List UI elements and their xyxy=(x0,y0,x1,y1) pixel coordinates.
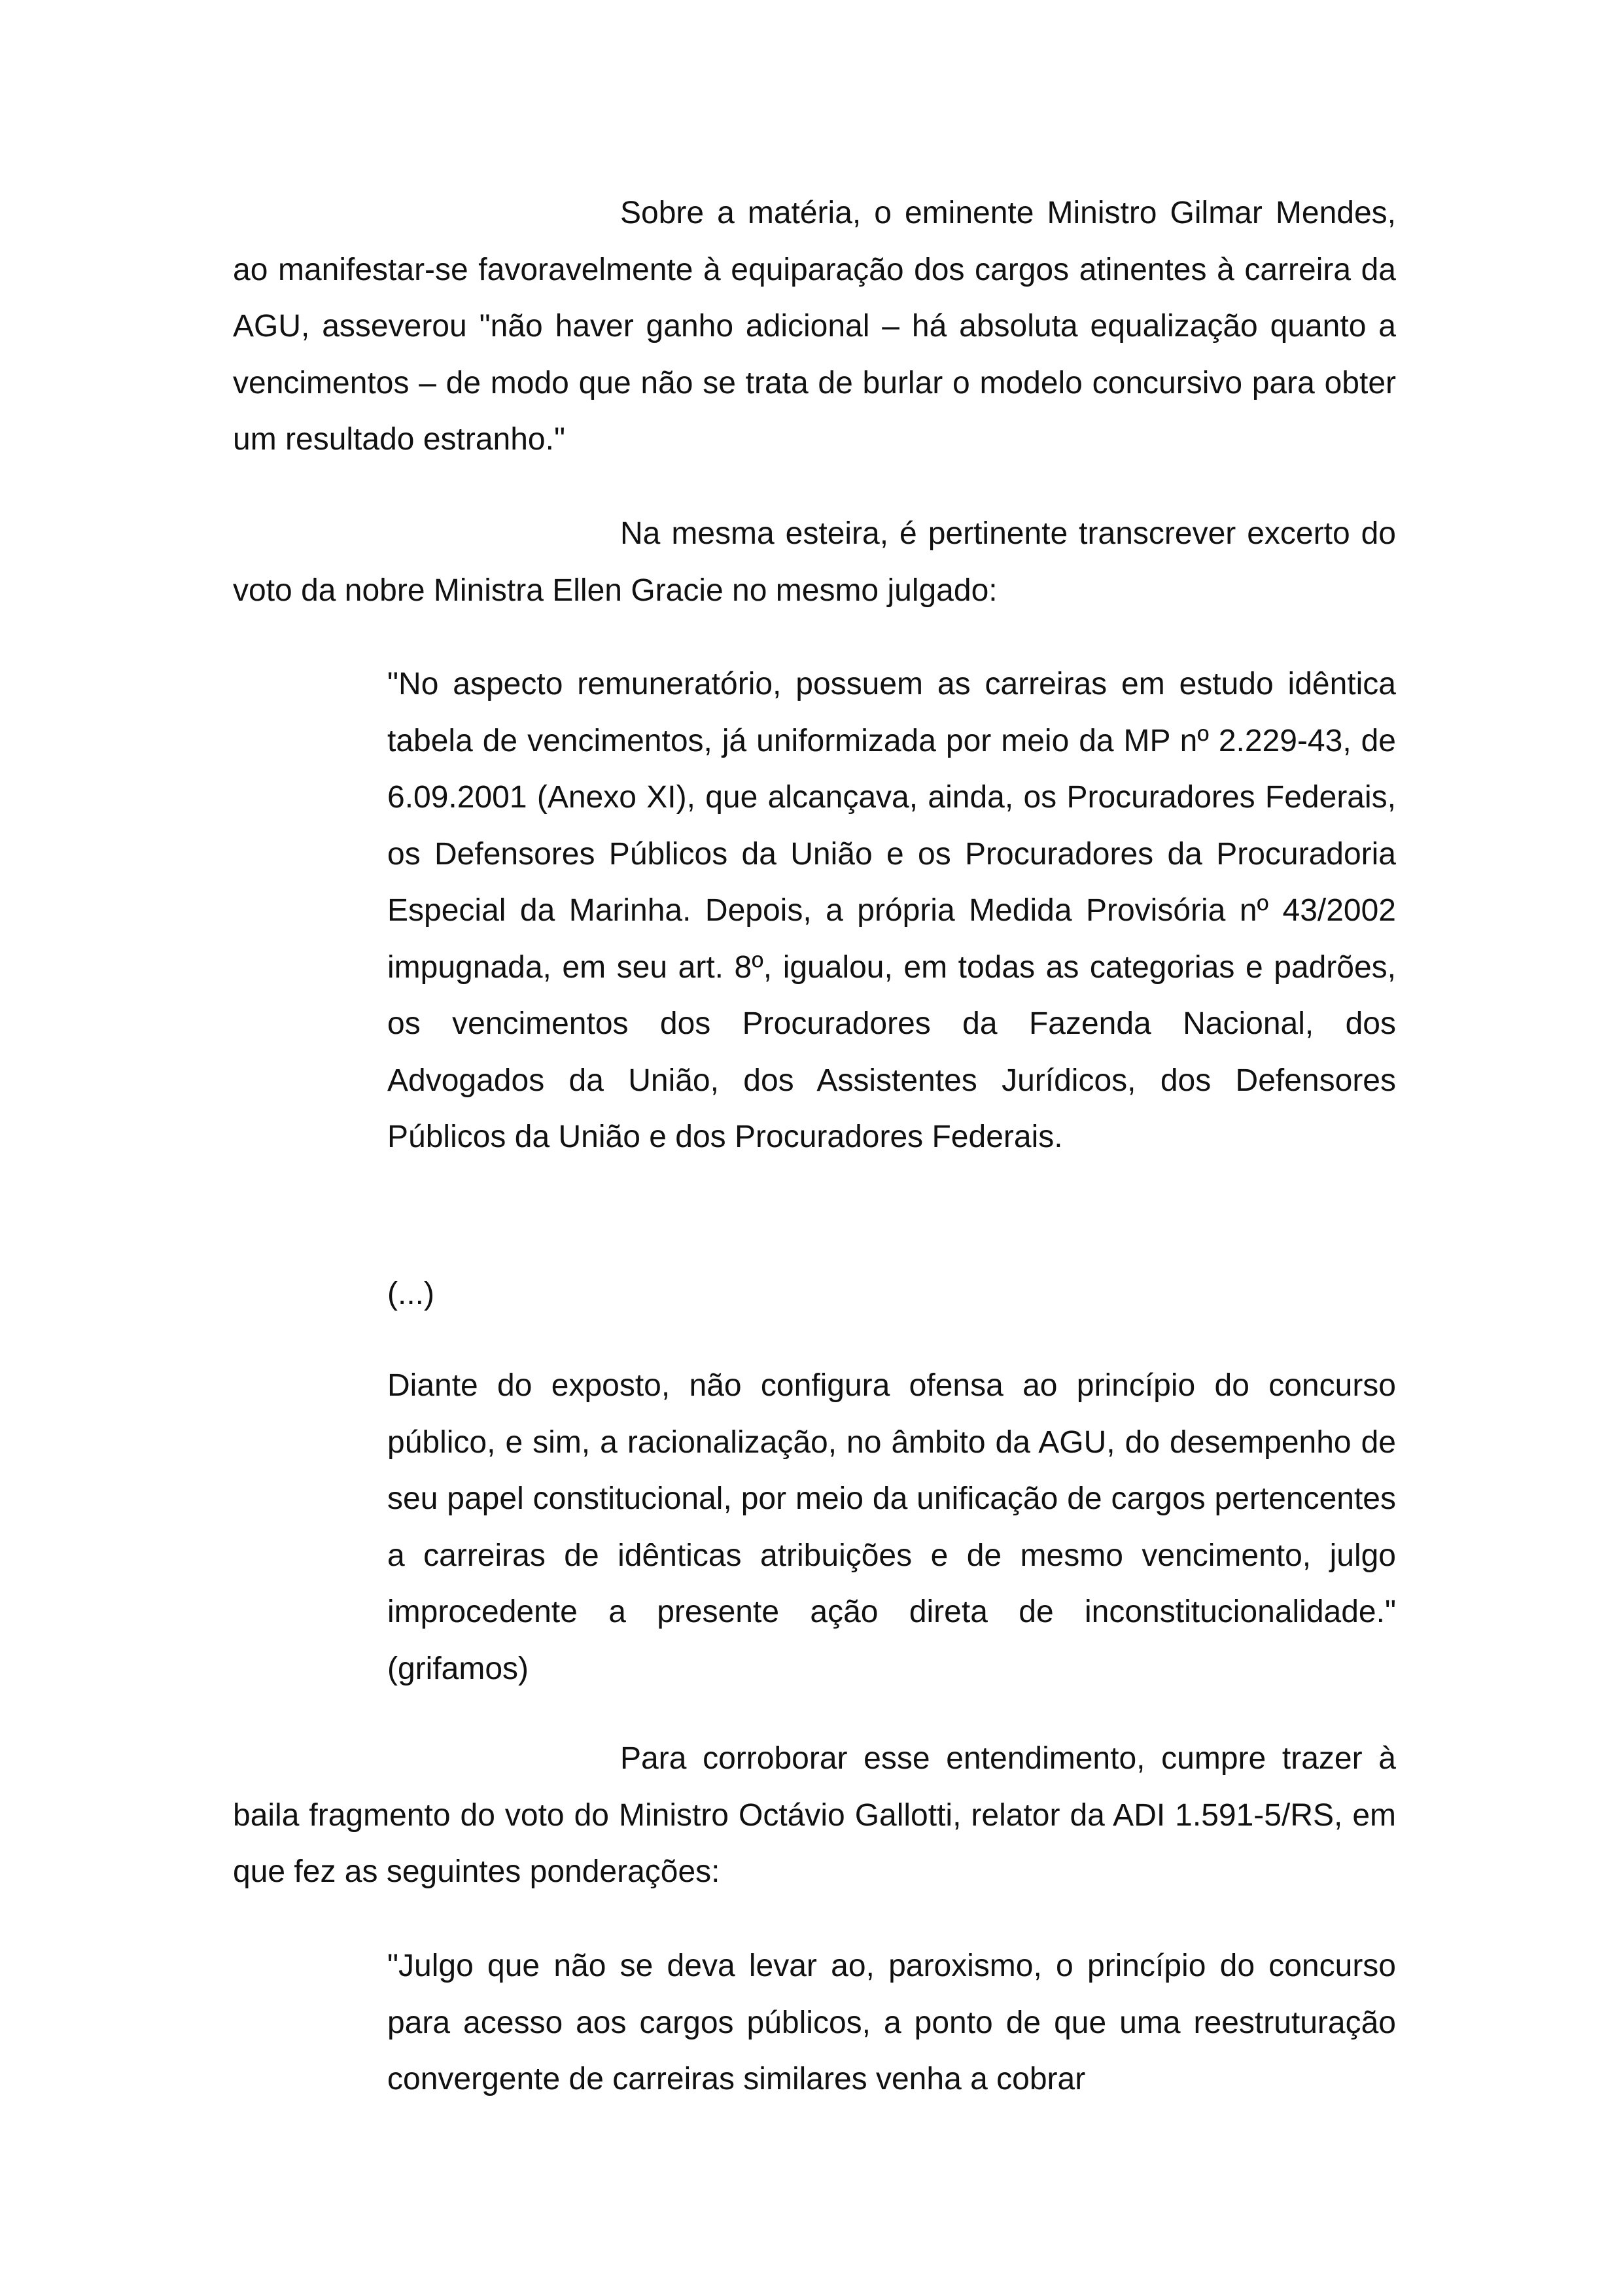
paragraph-octavio-gallotti-intro: Para corroborar esse entendimento, cumpre trazer à baila fragmento do voto do Ministro Octávio Gallotti, relator da ADI 1.591-5/RS, em que fez as seguintes ponderações: xyxy=(233,1741,1396,1889)
quote-ellipsis: (...) xyxy=(387,1277,434,1311)
quote-ellen-gracie-conclusion: Diante do exposto, não configura ofensa ao princípio do concurso público, e sim, a racionalização, no âmbito da AGU, do desempenho de seu papel constitucional, por meio da unificação de cargos pertencentes a carreiras de idênticas atribuições e de mesmo vencimento, julgo improcedente a presente ação direta de inconstitucionalidade." (grifamos) xyxy=(387,1368,1396,1686)
quote-ellen-gracie-remuneration: "No aspecto remuneratório, possuem as carreiras em estudo idêntica tabela de vencimentos, já uniformizada por meio da MP nº 2.229-43, de 6.09.2001 (Anexo XI), que alcançava, ainda, os Procuradores Federais, os Defensores Públicos da União e os Procuradores da Procuradoria Especial da Marinha. Depois, a própria Medida Provisória nº 43/2002 impugnada, em seu art. 8º, igualou, em todas as categorias e padrões, os vencimentos dos Procuradores da Fazenda Nacional, dos Advogados da União, dos Assistentes Jurídicos, dos Defensores Públicos da União e dos Procuradores Federais. xyxy=(387,667,1396,1154)
quote-octavio-gallotti: "Julgo que não se deva levar ao, paroxismo, o princípio do concurso para acesso aos cargos públicos, a ponto de que uma reestruturação convergente de carreiras similares venha a cobrar xyxy=(387,1949,1396,2096)
paragraph-ellen-gracie-intro: Na mesma esteira, é pertinente transcrever excerto do voto da nobre Ministra Ellen Gracie no mesmo julgado: xyxy=(233,516,1396,608)
paragraph-gilmar-mendes: Sobre a matéria, o eminente Ministro Gilmar Mendes, ao manifestar-se favoravelmente à equiparação dos cargos atinentes à carreira da AGU, asseverou "não haver ganho adicional – há absoluta equalização quanto a vencimentos – de modo que não se trata de burlar o modelo concursivo para obter um resultado estranho." xyxy=(233,196,1396,457)
